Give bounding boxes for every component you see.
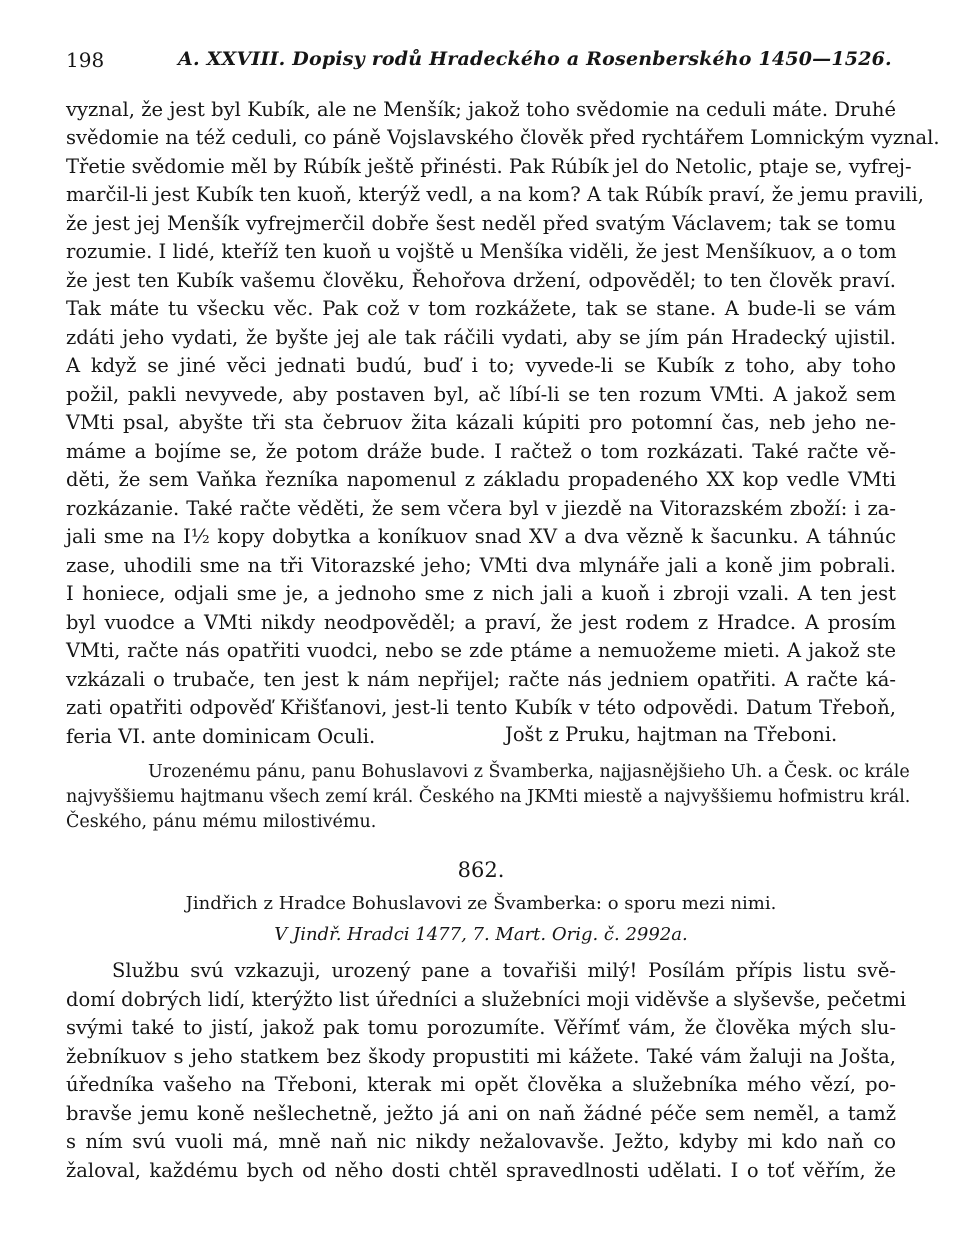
page-header xyxy=(66,48,896,78)
text-line: svědomie na též ceduli, co páně Vojslavského člověk před rychtářem Lomnickým vyznal. xyxy=(66,126,940,149)
text-line: A když se jiné věci jednati budú, buď i to; vyvede-li se Kubík z toho, aby toho xyxy=(66,354,896,377)
text-line: máme a bojíme se, že potom dráže bude. I račtež o tom rozkázati. Také račte vě- xyxy=(66,440,896,463)
text-line: byl vuodce a VMti nikdy neodpověděl; a praví, že jest rodem z Hradce. A prosím xyxy=(66,611,896,634)
text-line: zdáti jeho vydati, že byšte jej ale tak ráčili vydati, aby se jím pán Hradecký ujistil. xyxy=(66,326,896,349)
text-line: vyznal, že jest byl Kubík, ale ne Menšík; jakož toho svědomie na ceduli máte. Druhé xyxy=(66,98,896,121)
text-line: vzkázali o trubače, ten jest k nám nepřijel; račte nás jedniem opatřiti. A račte ká- xyxy=(66,668,896,691)
signature: Jošt z Pruku, hajtman na Třeboni. xyxy=(505,723,838,746)
address-line: Českého, pánu mému milostivému. xyxy=(66,812,377,832)
text-line: Třetie svědomie měl by Rúbík ještě přinésti. Pak Rúbík jel do Netolic, ptaje se, vyfrej- xyxy=(66,155,912,178)
text-line: Tak máte tu všecku věc. Pak což v tom rozkážete, tak se stane. A bude-li se vám xyxy=(66,297,896,320)
text-line: zati opatřiti odpověď Křišťanovi, jest-li tento Kubík v této odpovědi. Datum Třeboň, xyxy=(66,696,896,719)
text-line: žaloval, každému bych od něho dosti chtěl spravedlnosti udělati. I o toť věřím, že xyxy=(66,1159,896,1182)
address-line: Urozenému pánu, panu Bohuslavovi z Švamberka, najjasnějšieho Uh. a Česk. oc krále xyxy=(148,762,910,782)
document-number: 862. xyxy=(457,858,505,882)
text-line: rozkázanie. Také račte věděti, že sem včera byl v jiezdě na Vitorazském zboží: i za- xyxy=(66,497,896,520)
text-line: feria VI. ante dominicam Oculi. xyxy=(66,725,376,748)
page-number: 198 xyxy=(66,48,105,72)
text-line: svými také to jistí, jakož pak tomu porozumíte. Věřímť vám, že člověka mých slu- xyxy=(66,1016,896,1039)
text-line: úředníka vašeho na Třeboni, kterak mi opět člověka a služebníka mého vězí, po- xyxy=(66,1073,896,1096)
text-line: zase, uhodili sme na tři Vitorazské jeho; VMti dva mlynáře jali a koně jim pobrali. xyxy=(66,554,896,577)
text-line: VMti, račte nás opatřiti vuodci, nebo se zde ptáme a nemuožeme mieti. A jakož ste xyxy=(66,639,896,662)
document-summary: Jindřich z Hradce Bohuslavovi ze Švamberka: o sporu mezi nimi. xyxy=(185,893,777,914)
text-line: I honiece, odjali sme je, a jednoho sme z nich jali a kuoň i zbroji vzali. A ten jest xyxy=(66,582,896,605)
running-title: A. XXVIII. Dopisy rodů Hradeckého a Rosenberského 1450—1526. xyxy=(178,48,892,70)
text-line: domí dobrých lidí, kterýžto list úředníci a služebníci moji viděvše a slyševše, pečetmi xyxy=(66,988,907,1011)
text-line: děti, že sem Vaňka řezníka napomenul z základu propadeného XX kop vedle VMti xyxy=(66,468,896,491)
text-line: že jest ten Kubík vašemu člověku, Řehořova držení, odpověděl; to ten člověk praví. xyxy=(66,269,896,292)
text-line: Službu svú vzkazuji, urozený pane a tovařiši milý! Posílám přípis listu svě- xyxy=(112,959,896,982)
document-source: V Jindř. Hradci 1477, 7. Mart. Orig. č. 2992a. xyxy=(274,924,688,945)
text-line: požil, pakli nevyvede, aby postaven byl, ač líbí-li se ten rozum VMti. A jakož sem xyxy=(66,383,896,406)
text-line: že jest jej Menšík vyfrejmerčil dobře šest neděl před svatým Václavem; tak se tomu xyxy=(66,212,896,235)
text-line: žebníkuov s jeho statkem bez škody propustiti mi kážete. Také vám žaluji na Jošta, xyxy=(66,1045,896,1068)
text-line: VMti psal, abyšte tři sta čebruov žita kázali kúpiti pro potomní čas, neb jeho ne- xyxy=(66,411,896,434)
text-line: marčil-li jest Kubík ten kuoň, kterýž vedl, a na kom? A tak Rúbík praví, že jemu pravili, xyxy=(66,183,924,206)
text-line: jali sme na I½ kopy dobytka a koníkuov snad XV a dva vězně k šacunku. A táhnúc xyxy=(66,525,896,548)
text-line: s ním svú vuoli má, mně naň nic nikdy nežalovavše. Ježto, kdyby mi kdo naň co xyxy=(66,1130,896,1153)
text-line: rozumie. I lidé, kteříž ten kuoň u vojště u Menšíka viděli, že jest Menšíkuov, a o tom xyxy=(66,240,897,263)
address-line: najvyššiemu hajtmanu všech zemí král. Českého na JKMti miestě a najvyššiemu hofmistru král. xyxy=(66,787,911,807)
text-line: bravše jemu koně nešlechetně, ježto já ani on naň žádné péče sem neměl, a tamž xyxy=(66,1102,896,1125)
